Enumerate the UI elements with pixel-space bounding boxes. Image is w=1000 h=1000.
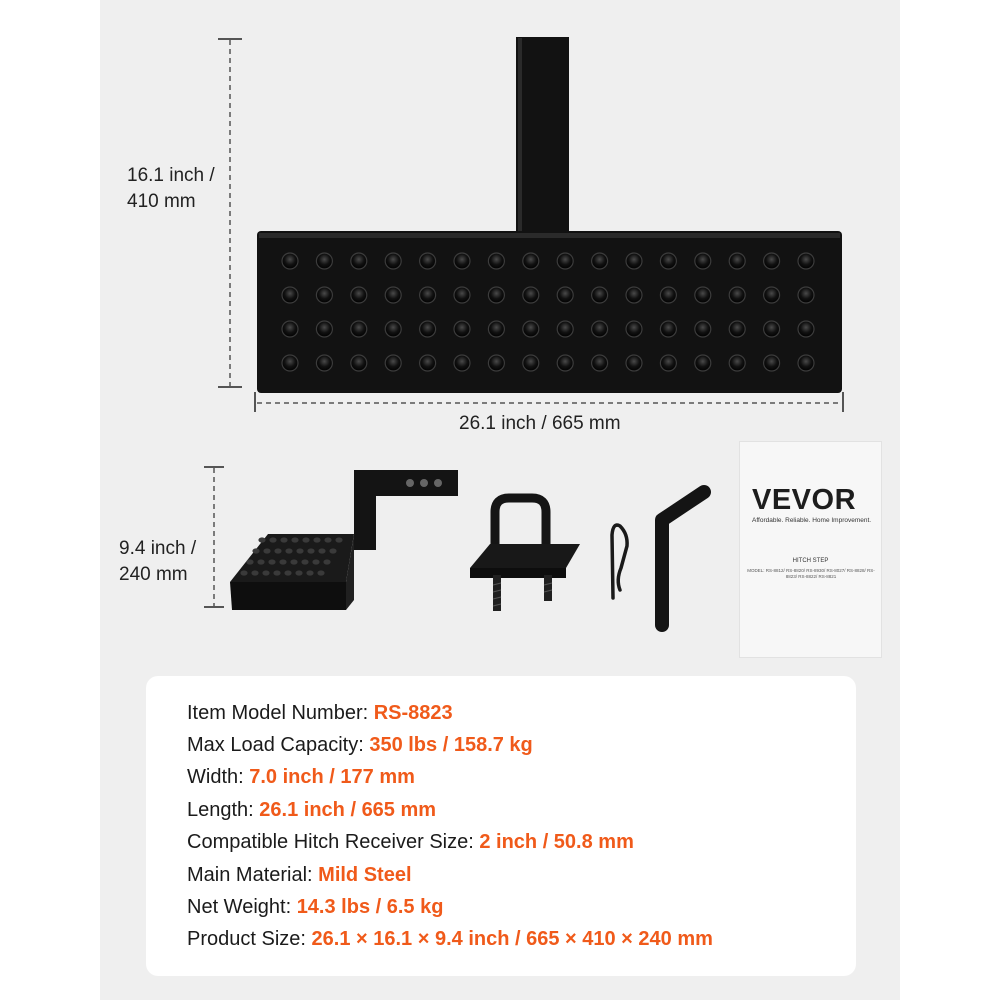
spec-row-weight xyxy=(187,894,443,920)
grip-hole xyxy=(660,253,676,269)
grip-hole xyxy=(557,253,573,269)
grip-hole xyxy=(798,321,814,337)
side-grip-hole xyxy=(258,537,265,542)
grip-hole xyxy=(282,355,298,371)
grip-hole xyxy=(454,253,470,269)
grip-hole xyxy=(316,321,332,337)
user-manual-image xyxy=(739,441,882,658)
grip-hole xyxy=(420,355,436,371)
grip-hole xyxy=(351,287,367,303)
side-grip-hole xyxy=(251,570,258,575)
grip-hole xyxy=(798,287,814,303)
side-grip-hole xyxy=(291,537,298,542)
grip-hole xyxy=(523,321,539,337)
grip-hole xyxy=(729,287,745,303)
grip-hole xyxy=(764,253,780,269)
spec-row-width xyxy=(187,764,415,790)
side-height-label-line2: 240 mm xyxy=(119,564,188,585)
side-grip-hole xyxy=(324,537,331,542)
hitch-pin-image xyxy=(662,492,704,625)
side-grip-hole xyxy=(257,559,264,564)
spec-label: Compatible Hitch Receiver Size: xyxy=(187,831,480,853)
side-grip-hole xyxy=(280,537,287,542)
grip-hole xyxy=(626,287,642,303)
side-grip-hole xyxy=(323,559,330,564)
hitch-step-front-image xyxy=(0,0,1000,460)
spec-value: RS-8823 xyxy=(373,702,453,724)
grip-hole xyxy=(660,287,676,303)
side-grip-hole xyxy=(312,559,319,564)
grip-hole xyxy=(764,321,780,337)
spec-row-receiver xyxy=(187,829,634,855)
grip-hole xyxy=(523,355,539,371)
height-label-line2: 410 mm xyxy=(127,191,196,212)
side-grip-hole xyxy=(301,559,308,564)
side-grip-hole xyxy=(295,570,302,575)
grip-hole xyxy=(557,287,573,303)
manual-tagline: Affordable. Reliable. Home Improvement. xyxy=(752,517,872,524)
side-grip-hole xyxy=(317,570,324,575)
grip-hole xyxy=(282,287,298,303)
spec-label: Length: xyxy=(187,799,260,821)
grip-hole xyxy=(729,355,745,371)
grip-hole xyxy=(695,355,711,371)
spec-value: 350 lbs / 158.7 kg xyxy=(369,734,533,756)
manual-logo: VEVOR xyxy=(752,484,857,516)
grip-hole xyxy=(592,321,608,337)
side-grip-hole xyxy=(285,548,292,553)
side-grip-hole xyxy=(307,548,314,553)
hitch-pin-clip-image xyxy=(612,525,627,598)
hitch-step-side-image xyxy=(230,470,458,610)
height-label-line1: 16.1 inch / xyxy=(127,165,215,186)
side-grip-hole xyxy=(262,570,269,575)
spec-value: Mild Steel xyxy=(318,864,412,886)
side-grip-hole xyxy=(268,559,275,564)
side-grip-hole xyxy=(318,548,325,553)
spec-value: 2 inch / 50.8 mm xyxy=(479,831,634,853)
side-grip-hole xyxy=(284,570,291,575)
grip-hole xyxy=(316,355,332,371)
grip-hole xyxy=(592,287,608,303)
receiver-shank xyxy=(516,37,569,237)
spec-label: Item Model Number: xyxy=(187,702,374,724)
spec-label: Max Load Capacity: xyxy=(187,734,370,756)
grip-hole xyxy=(764,355,780,371)
grip-hole xyxy=(557,355,573,371)
spec-row-model xyxy=(187,700,453,726)
grip-hole xyxy=(454,321,470,337)
side-grip-hole xyxy=(274,548,281,553)
grip-hole xyxy=(798,355,814,371)
side-grip-hole xyxy=(240,570,247,575)
grip-hole xyxy=(523,287,539,303)
grip-hole xyxy=(420,321,436,337)
side-height-label xyxy=(119,536,196,588)
grip-hole xyxy=(798,253,814,269)
spec-row-material xyxy=(187,862,412,888)
side-grip-hole xyxy=(246,559,253,564)
spec-label: Main Material: xyxy=(187,864,319,886)
grip-hole xyxy=(557,321,573,337)
side-grip-hole xyxy=(306,570,313,575)
grip-hole xyxy=(660,355,676,371)
grip-hole xyxy=(282,321,298,337)
grip-hole xyxy=(316,287,332,303)
grip-hole xyxy=(488,253,504,269)
spec-row-load xyxy=(187,732,533,758)
side-grip-hole xyxy=(290,559,297,564)
grip-hole xyxy=(385,287,401,303)
grip-hole xyxy=(695,287,711,303)
spec-value: 14.3 lbs / 6.5 kg xyxy=(296,896,444,918)
side-grip-hole xyxy=(273,570,280,575)
manual-title: HITCH STEP xyxy=(792,558,829,564)
grip-hole xyxy=(385,253,401,269)
grip-hole xyxy=(420,287,436,303)
grip-hole xyxy=(660,321,676,337)
side-height-label-line1: 9.4 inch / xyxy=(119,538,197,559)
grip-hole xyxy=(626,253,642,269)
grip-hole xyxy=(592,355,608,371)
grip-hole xyxy=(729,321,745,337)
grip-hole xyxy=(488,355,504,371)
grip-hole xyxy=(454,287,470,303)
width-label: 26.1 inch / 665 mm xyxy=(459,413,621,434)
height-label xyxy=(127,163,215,215)
spec-label: Product Size: xyxy=(187,928,312,950)
grip-hole xyxy=(523,253,539,269)
grip-hole xyxy=(351,355,367,371)
spec-row-length xyxy=(187,797,436,823)
grip-hole xyxy=(351,253,367,269)
side-grip-hole xyxy=(313,537,320,542)
spec-value: 26.1 × 16.1 × 9.4 inch / 665 × 410 × 240 mm xyxy=(311,928,713,950)
spec-row-size xyxy=(187,926,713,952)
side-grip-hole xyxy=(269,537,276,542)
grip-hole xyxy=(488,321,504,337)
spec-card xyxy=(146,676,856,976)
side-grip-hole xyxy=(279,559,286,564)
hitch-lock-bracket-image xyxy=(470,498,580,611)
side-grip-hole xyxy=(335,537,342,542)
step-plate xyxy=(257,231,842,393)
grip-hole xyxy=(385,321,401,337)
side-grip-hole xyxy=(296,548,303,553)
grip-hole xyxy=(695,321,711,337)
grip-hole xyxy=(316,253,332,269)
grip-hole xyxy=(729,253,745,269)
grip-hole xyxy=(695,253,711,269)
grip-hole xyxy=(385,355,401,371)
side-grip-hole xyxy=(252,548,259,553)
grip-hole xyxy=(626,355,642,371)
spec-value: 26.1 inch / 665 mm xyxy=(259,799,437,821)
side-grip-hole xyxy=(329,548,336,553)
spec-label: Net Weight: xyxy=(187,896,297,918)
side-grip-hole xyxy=(263,548,270,553)
grip-hole xyxy=(282,253,298,269)
grip-hole xyxy=(626,321,642,337)
grip-hole xyxy=(420,253,436,269)
grip-hole xyxy=(454,355,470,371)
grip-hole xyxy=(488,287,504,303)
side-grip-hole xyxy=(302,537,309,542)
grip-hole xyxy=(351,321,367,337)
grip-hole xyxy=(764,287,780,303)
spec-label: Width: xyxy=(187,766,250,788)
manual-models: MODEL: RS-8812/ RS-8820/ RS-8930/ RS-8027/ RS-8828/ RS-8823/ RS-8822/ RS-8821 xyxy=(747,568,875,579)
spec-value: 7.0 inch / 177 mm xyxy=(249,766,415,788)
grip-hole xyxy=(592,253,608,269)
